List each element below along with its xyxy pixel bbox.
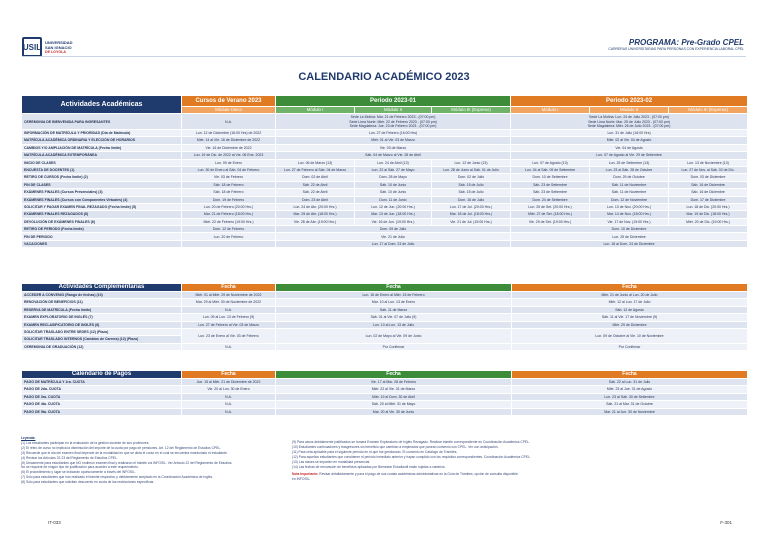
date-cell: Lun. 07 de Agosto (13) [511,159,590,166]
date-cell: Dom. 02 de Abril [276,174,355,181]
table-row [22,328,748,335]
date-cell: Sáb. 23 de Setiembre [511,181,590,188]
column-header-period-2: Periodo 2023-02 [511,96,748,107]
activity-label: VACACIONES [22,240,182,247]
date-cell: Lun. 13 de Noviembre (13) [669,159,748,166]
table-row [22,240,748,247]
table-row [22,144,748,151]
date-cell: Sáb. 15 de Julio [432,181,511,188]
date-cell: Sáb. 11 de Noviembre [590,181,669,188]
date-cell: Dom. 09 de Julio [276,226,511,233]
activity-label: DEVOLUCIÓN DE EXÁMENES FINALES (6) [22,218,182,225]
legend-item: No se requiere de ningún tipo de justificación para acceder a este requerimiento. [21,465,139,470]
activity-label: SOLICITAR TRASLADO INTERNOS (Cambios de Carrera) (12) (Plazo) [22,336,182,343]
legend-item: (1) Los estudiantes participan en la evaluación de la gestión docente de sus profesores. [21,440,150,445]
column-header-date: Fecha [276,371,512,379]
date-cell: Lun. 20 de Febrero [182,233,276,240]
date-cell: Lun. 12 de Diciembre (16:00 Hrs) de 2022 [182,130,276,137]
legend-item: (9) Para casos debidamente justificados se tomará Examen Exploratorio de Inglés Rezagado. Realizar trámite correspondiente en Coordinación Académica CPEL. [292,440,530,444]
module-header: Módulo II [590,107,669,114]
module-header: Módulo I [511,107,590,114]
logo-text: UNIVERSIDAD SAN IGNACIO DE LOYOLA [45,39,73,54]
date-cell: Sáb. 22 de Abril [276,189,355,196]
date-cell: Lun. 27 de Febrero al Vie. 03 de Marzo [182,321,276,328]
table-row [22,152,748,159]
date-cell: Lun. 23 al Sáb. 28 de Octubre [590,166,669,173]
date-cell: Sáb. 01 al Vie. 07 de Julio (9) [276,314,512,321]
date-cell: Dom. 24 de Setiembre [511,196,590,203]
date-cell: Dom. 16 de Julio [432,196,511,203]
date-cell: Dom. 10 de Setiembre [511,174,590,181]
date-cell: Lun. 07 de Agosto al Vie. 29 de Setiembre [511,152,748,159]
module-header: Módulo III (Expreso) [432,107,511,114]
date-cell: Vie. 17 de Nov. (19:00 Hrs.) [590,218,669,225]
date-cell: Mar. 20 al Vie. 30 de Junio [276,408,512,415]
date-cell: Lun. 24 de Abr. (20:00 Hrs.) [276,203,355,210]
date-cell: Lun. 24 de Abril (13) [355,159,432,166]
table-row [22,379,748,386]
table-row [22,166,748,173]
date-cell: Dom. 12 de Febrero [182,226,276,233]
date-cell: Lun. 18 al Dom. 24 de Diciembre [511,240,748,247]
activity-label: RETIRO DE PERIODO (Fecha límite) [22,226,182,233]
table-row [22,130,748,137]
logo-mark-icon: USIL [22,37,42,57]
activity-label: RETIRO DE CURSOS (Fecha límite) (2) [22,174,182,181]
date-cell: Vie. 16 de Diciembre de 2022 [182,144,276,151]
date-cell: Lun. 09 de Enero [182,159,276,166]
note-text: Revisar detalladamente y para el pago de sus cuotas académicas administrativas en la Guía de Trámites, opción de consulta disponible en INFOSIL. [292,472,518,482]
table-row [22,408,748,415]
date-cell: Lun. 23 al Sáb. 30 de Setiembre [512,393,748,400]
date-cell: Vie. 29 de Set. (19:00 Hrs.) [511,218,590,225]
table-row [22,292,748,299]
activity-label: CEREMONIA DE BIENVENIDA PARA INGRESANTES [22,114,182,130]
table-row [22,314,748,321]
date-cell: Miér. 12 al Lun. 17 de Julio [512,299,748,306]
table-row [22,306,748,313]
date-cell: Por Confirmar [512,343,748,350]
activity-label: CAMBIOS Y/O AMPLIACIÓN DE MATRÍCULA (Fecha límite) [22,144,182,151]
legend-item: (12) Para aquellos estudiantes que consideren el periodo inmediato anterior y hayan cumplido con los requisitos correspondientes. Coordinación Académica CPEL. [292,454,531,459]
date-cell: Sáb. 11 al Vie. 17 de Noviembre (9) [512,314,748,321]
date-cell: Lun. 09 de Octubre al Vie. 10 de Noviembre [512,328,748,343]
academic-activities-table [21,95,748,248]
date-cell: Dom. 02 de Julio [432,174,511,181]
date-cell: Mar. 29 al Miér. 30 de Noviembre de 2022 [182,299,276,306]
date-cell: Lun. 22 al Sáb. 27 de Mayo [355,166,432,173]
program-subtitle: CARRERAS UNIVERSITARIAS PARA PERSONAS CON EXPERIENCIA LABORAL CPEL [608,47,744,51]
footer-code-left: IT-033 [48,520,61,525]
date-cell: Vie. 28 de Abr. (19:00 Hrs.) [276,218,355,225]
legend-item: (6) El procedimiento y lugar se indicarán oportunamente a través del INFOSIL. [21,470,136,475]
table-row [22,137,748,144]
program-title: PROGRAMA: Pre-Grado CPEL [628,38,744,47]
date-cell: Vie. 04 de Agosto [511,144,748,151]
date-cell: Sede La Molina: Mar. 21 de Febrero 2023 - (07:00 pm) Sede Lima Norte: Miér. 22 de Febrero 2023 - (07:00 pm) Sede Magdalena: Jue. 23 de Febrero 2023 - (07:00 pm) [276,114,511,130]
date-cell: Sáb. 16 de Diciembre [669,181,748,188]
activity-label: MATRÍCULA ACADÉMICA EXTEMPORÁNEA [22,152,182,159]
column-header-date: Fecha [512,284,748,292]
date-cell: N.A. [182,401,276,408]
date-cell: Miér. 21 de Junio al Lun. 20 de Julio [512,292,748,299]
date-cell: Lun. 17 de Jul. (20:00 Hrs.) [432,203,511,210]
note-label: Nota Importante: [292,472,319,477]
date-cell: Lun. 27 de Nov. al Sáb. 02 de Dic. [669,166,748,173]
date-cell: Mar. 19 de Dic. (18:00 Hrs.) [669,211,748,218]
date-cell: Miér. 22 al Vie. 31 de Marzo [276,386,512,393]
table-row [22,181,748,188]
activity-label: ACCEDER A CONVENIO (Rango de fechas) (10) [22,292,182,299]
date-cell: Dom. 17 de Diciembre [669,196,748,203]
legend-item: (5) Únicamente para estudiantes que NO rindieron examen final y realizaron el trámite vía INFOSIL. Ver Artículo 22 del Reglamento de Estudios. [21,460,233,465]
table-row [22,174,748,181]
module-header: Módulo Único [182,107,276,114]
payment-label: PAGO DE 4ta. CUOTA [22,401,182,408]
date-cell: Miér. 27 de Set. (18:00 Hrs.) [511,211,590,218]
date-cell: Por Confirmar [276,343,512,350]
activity-label: EXÁMENES FINALES (Cursos Presenciales) (3) [22,189,182,196]
date-cell: Sáb. 23 de Setiembre [511,189,590,196]
date-cell: N.A. [182,343,276,350]
legend-item: (13) Las clases se imparten en modalidad presencial. [292,459,371,464]
date-cell: Lun. 30 de Enero al Sáb. 04 de Febrero [182,166,276,173]
date-cell: Mar. 21 de Febrero (18:00 Hrs.) [182,211,276,218]
legend-item: (4) Revisar los Artículos 22-23 del Reglamento de Estudios CPEL. [21,455,118,460]
date-cell: Dom. 28 de Mayo [355,174,432,181]
table-row [22,321,748,328]
date-cell: Vie. 20 al Lun. 30 de Enero [182,386,276,393]
date-cell: Miér. 01 al Vie. 03 de Marzo [276,137,511,144]
date-cell: Sáb. 11 de Marzo [276,306,512,313]
table-row [22,386,748,393]
table-row [22,196,748,203]
legend-item: (7) Sólo para estudiantes que han realizado el trámite respectivo y debidamente aceptado en la Coordinación Académica de Inglés. [21,475,214,480]
date-cell: Sáb. 12 de Agosto [512,306,748,313]
table-row [22,343,748,350]
date-cell: Vie. 16 de Jun. (19:00 Hrs.) [355,218,432,225]
date-cell: Dom. 29 de Octubre [590,174,669,181]
table-row [22,299,748,306]
activity-label: ENCUESTA DE DOCENTES (1) [22,166,182,173]
module-header: Módulo III (Expreso) [669,107,748,114]
date-cell: Sede La Molina: Lun. 24 de Julio 2023 - (07:00 pm) Sede Lima Norte: Mar. 25 de Julio 2023 - (07:00 pm) Sede Magdalena: Miér. 26 de Julio 2023 - (07:00 pm) [511,114,748,130]
date-cell: Sáb. 11 de Noviembre [590,189,669,196]
date-cell: Miér. 22 de Febrero (19:00 Hrs.) [182,218,276,225]
date-cell: Miér. 23 al Jue. 31 de Agosto [512,386,748,393]
date-cell: Mar. 13 de Jun. (18:00 Hrs.) [355,211,432,218]
date-cell: Lun. 31 de Julio (16:00 Hrs) [511,130,748,137]
activity-label: FIN DE PERIODO [22,233,182,240]
university-logo [22,37,73,57]
date-cell: Lun. 09 al Lun. 13 de Febrero (9) [182,314,276,321]
date-cell: N.A. [182,393,276,400]
date-cell: Lun. 25 de Setiembre (13) [590,159,669,166]
payment-label: PAGO DE 2da. CUOTA [22,386,182,393]
date-cell: Lun. 06 de Marzo (13) [276,159,355,166]
payment-label: PAGO DE 3ra. CUOTA [22,393,182,400]
legend-title: Leyenda: [21,436,36,440]
date-cell: Sáb. 10 de Junio [355,181,432,188]
table-row [22,159,748,166]
activity-label: MATRÍCULA ACADÉMICA ORDINARIA Y ELECCIÓN DE HORARIOS [22,137,182,144]
date-cell: Vie. 17 al Mar. 28 de Febrero [276,379,512,386]
date-cell: Lun. 17 al Dom. 23 de Julio [276,240,511,247]
date-cell: Lun. 12 de Junio (13) [432,159,511,166]
activity-label: EXÁMENES FINALES REZAGADOS (6) [22,211,182,218]
date-cell: Dom. 23 de Abril [276,196,355,203]
date-cell: Lun. 18 de Dic. (20:00 Hrs.) [669,203,748,210]
date-cell: Lun. 20 de Febrero (20:00 Hrs.) [182,203,276,210]
date-cell: Sáb. 18 de Febrero [182,181,276,188]
column-header-date: Fecha [182,371,276,379]
date-cell: Lun. 25 de Set. (20:00 Hrs.) [511,203,590,210]
date-cell: Mar. 14 de Nov. (18:00 Hrs.) [590,211,669,218]
date-cell: Vie. 03 de Marzo [276,144,511,151]
legend-item: (2) El retiro de curso no implica la disminución del importe de la cuota por pago de pensiones. Art. 12 del Reglamento de Estudios CPEL. [21,445,222,450]
payment-calendar-table [21,370,748,416]
date-cell: Sáb. 20 al Miér. 31 de Mayo [276,401,512,408]
payment-label: PAGO DE MATRÍCULA Y 1ra. CUOTA [22,379,182,386]
date-cell: Miér. 19 al Dom. 30 de Abril [276,393,512,400]
date-cell: Lun. 13 de Nov. (20:00 Hrs.) [590,203,669,210]
section-title: Actividades Académicas [22,96,182,114]
complementary-activities-table [21,283,748,351]
table-row [22,114,748,130]
date-cell: Miér. 14 al Vie. 16 de Diciembre de 2022 [182,137,276,144]
date-cell: Miér. 01 al Miér. 29 de Noviembre de 2022 [182,292,276,299]
activity-label: FIN DE CLASES [22,181,182,188]
activity-label: RENOVACIÓN DE BENEFICIOS (11) [22,299,182,306]
date-cell: Sáb. 15 de Julio [432,189,511,196]
date-cell: Sáb. 18 de Febrero [182,189,276,196]
module-header: Módulo I [276,107,355,114]
table-row [22,393,748,400]
date-cell: Lun. 27 de Febrero al Sáb. 04 de Marzo [276,166,355,173]
table-row [22,189,748,196]
date-cell: Dom. 10 de Diciembre [511,226,748,233]
date-cell: N.A. [182,408,276,415]
date-cell: Mar. 25 de Abr. (18:00 Hrs.) [276,211,355,218]
activity-label: SOLICITAR TRASLADO ENTRE SEDES (12) (Plazo) [22,328,182,335]
date-cell: Lun. 16 de Enero al Miér. 15 de Febrero [276,292,512,299]
activity-label: INICIO DE CLASES [22,159,182,166]
activity-label: SOLICITAR Y PAGAR EXAMEN FINAL REZAGADO (Fecha límite) (5) [22,203,182,210]
date-cell: Lun. 19 de Dic. de 2022 al Vie. 06 Ene. 2023 [182,152,276,159]
date-cell: Vie. 21 de Jul. (19:00 Hrs.) [432,218,511,225]
legend-item: (14) Las fechas de renovación de beneficios aplicadas por Bienestar Estudiantil están sujetas a cambios. [292,464,446,469]
legend-item: (3) Recuerde que el día del examen final depende de la modalidad en que se dicta el curso en el cual se encuentra matriculado el estudiante. [21,450,228,455]
date-cell: Sáb. 16 de Diciembre [669,189,748,196]
table-row [22,218,748,225]
legend-right [292,440,652,482]
column-header-date: Fecha [182,284,276,292]
date-cell: Sáb. 22 al Lun. 31 de Julio [512,379,748,386]
activity-label: EXAMEN EXPLORATORIO DE INGLÉS (7) [22,314,182,321]
table-row [22,401,748,408]
date-cell: Miér. 20 de Dic. (19:00 Hrs.) [669,218,748,225]
column-header-summer: Cursos de Verano 2023 [182,96,276,107]
footer-code-right: F-301 [720,520,732,525]
activity-label: CEREMONIA DE GRADUACIÓN (12) [22,343,182,350]
section-title: Actividades Complementarias [22,284,182,292]
date-cell: Sáb. 10 de Junio [355,189,432,196]
column-header-date: Fecha [276,284,512,292]
date-cell: Jue. 15 al Miér. 21 de Diciembre de 2022 [182,379,276,386]
date-cell: Dom. 19 de Febrero [182,196,276,203]
module-header: Módulo II [355,107,432,114]
column-header-period-1: Periodo 2023-01 [276,96,511,107]
date-cell: Mar. 21 al Jue. 30 de Noviembre [512,408,748,415]
date-cell: Vie. 21 de Julio [276,233,511,240]
date-cell [182,240,276,247]
table-row [22,226,748,233]
section-title: Calendario de Pagos [22,371,182,379]
program-header [608,38,744,51]
activity-label: INFORMACIÓN DE MATRÍCULA Y PRIORIDAD (Día de Matrícula) [22,130,182,137]
date-cell: Sáb. 22 de Abril [276,181,355,188]
date-cell: Lun. 25 de Diciembre [511,233,748,240]
date-cell: Lun. 28 de Junio al Sáb. 01 de Julio [432,166,511,173]
date-cell: N.A. [182,114,276,130]
date-cell: Miér. 02 al Vie. 04 de Agosto [511,137,748,144]
activity-label: EXAMEN RECLASIFICATORIO DE INGLÉS (8) [22,321,182,328]
activity-label: EXÁMENES FINALES (Cursos con Componentes Virtuales) (4) [22,196,182,203]
header-divider [22,56,746,57]
date-cell: Lun. 23 de Enero al Vie. 03 de Febrero [182,328,276,343]
legend-item: (11) Para ceta aplicable para el siguiente periodo en el que fue gestionado. El convenio en Catálogo de Trámites. [292,449,458,454]
date-cell: Lun. 10 al Lun. 13 de Julio [276,321,512,328]
important-note [292,472,522,482]
table-row [22,233,748,240]
payment-label: PAGO DE 5ta. CUOTA [22,408,182,415]
page-title: CALENDARIO ACADÉMICO 2023 [298,71,470,83]
date-cell: Sáb. 21 al Mar. 31 de Octubre [512,401,748,408]
column-header-date: Fecha [512,371,748,379]
legend-item: (8) Sólo para estudiantes que solicitan descuento en cuota de las restricciones específicas. [21,480,155,485]
date-cell: Lun. 04 al Sáb. 09 de Setiembre [511,166,590,173]
date-cell: Mar. 10 al Lun. 13 de Enero [276,299,512,306]
date-cell: Sáb. 04 de Marzo al Vie. 28 de Abril [276,152,511,159]
date-cell: Dom. 11 de Junio [355,196,432,203]
date-cell: Mar. 18 de Jul. (18:00 Hrs.) [432,211,511,218]
date-cell: Miér. 29 de Diciembre [512,321,748,328]
table-row [22,203,748,210]
table-row [22,211,748,218]
date-cell: Lun. 12 de Jun. (20:00 Hrs.) [355,203,432,210]
date-cell: Lun. 02 de Mayo al Vie. 09 de Junio [276,328,512,343]
date-cell: Dom. 03 de Diciembre [669,174,748,181]
legend-item: (10) Estudiantes continuadores y trasgresores sin beneficio que cambian a empleados que posean convenio con CPEL. Ver con anticipación. [292,444,499,449]
date-cell: Dom. 12 de Noviembre [590,196,669,203]
date-cell: Lun. 27 de Febrero (16:00 Hrs) [276,130,511,137]
date-cell: N.A. [182,306,276,313]
activity-label: RESERVA DE MATRÍCULA (Fecha límite) [22,306,182,313]
date-cell: Vie. 03 de Febrero [182,174,276,181]
